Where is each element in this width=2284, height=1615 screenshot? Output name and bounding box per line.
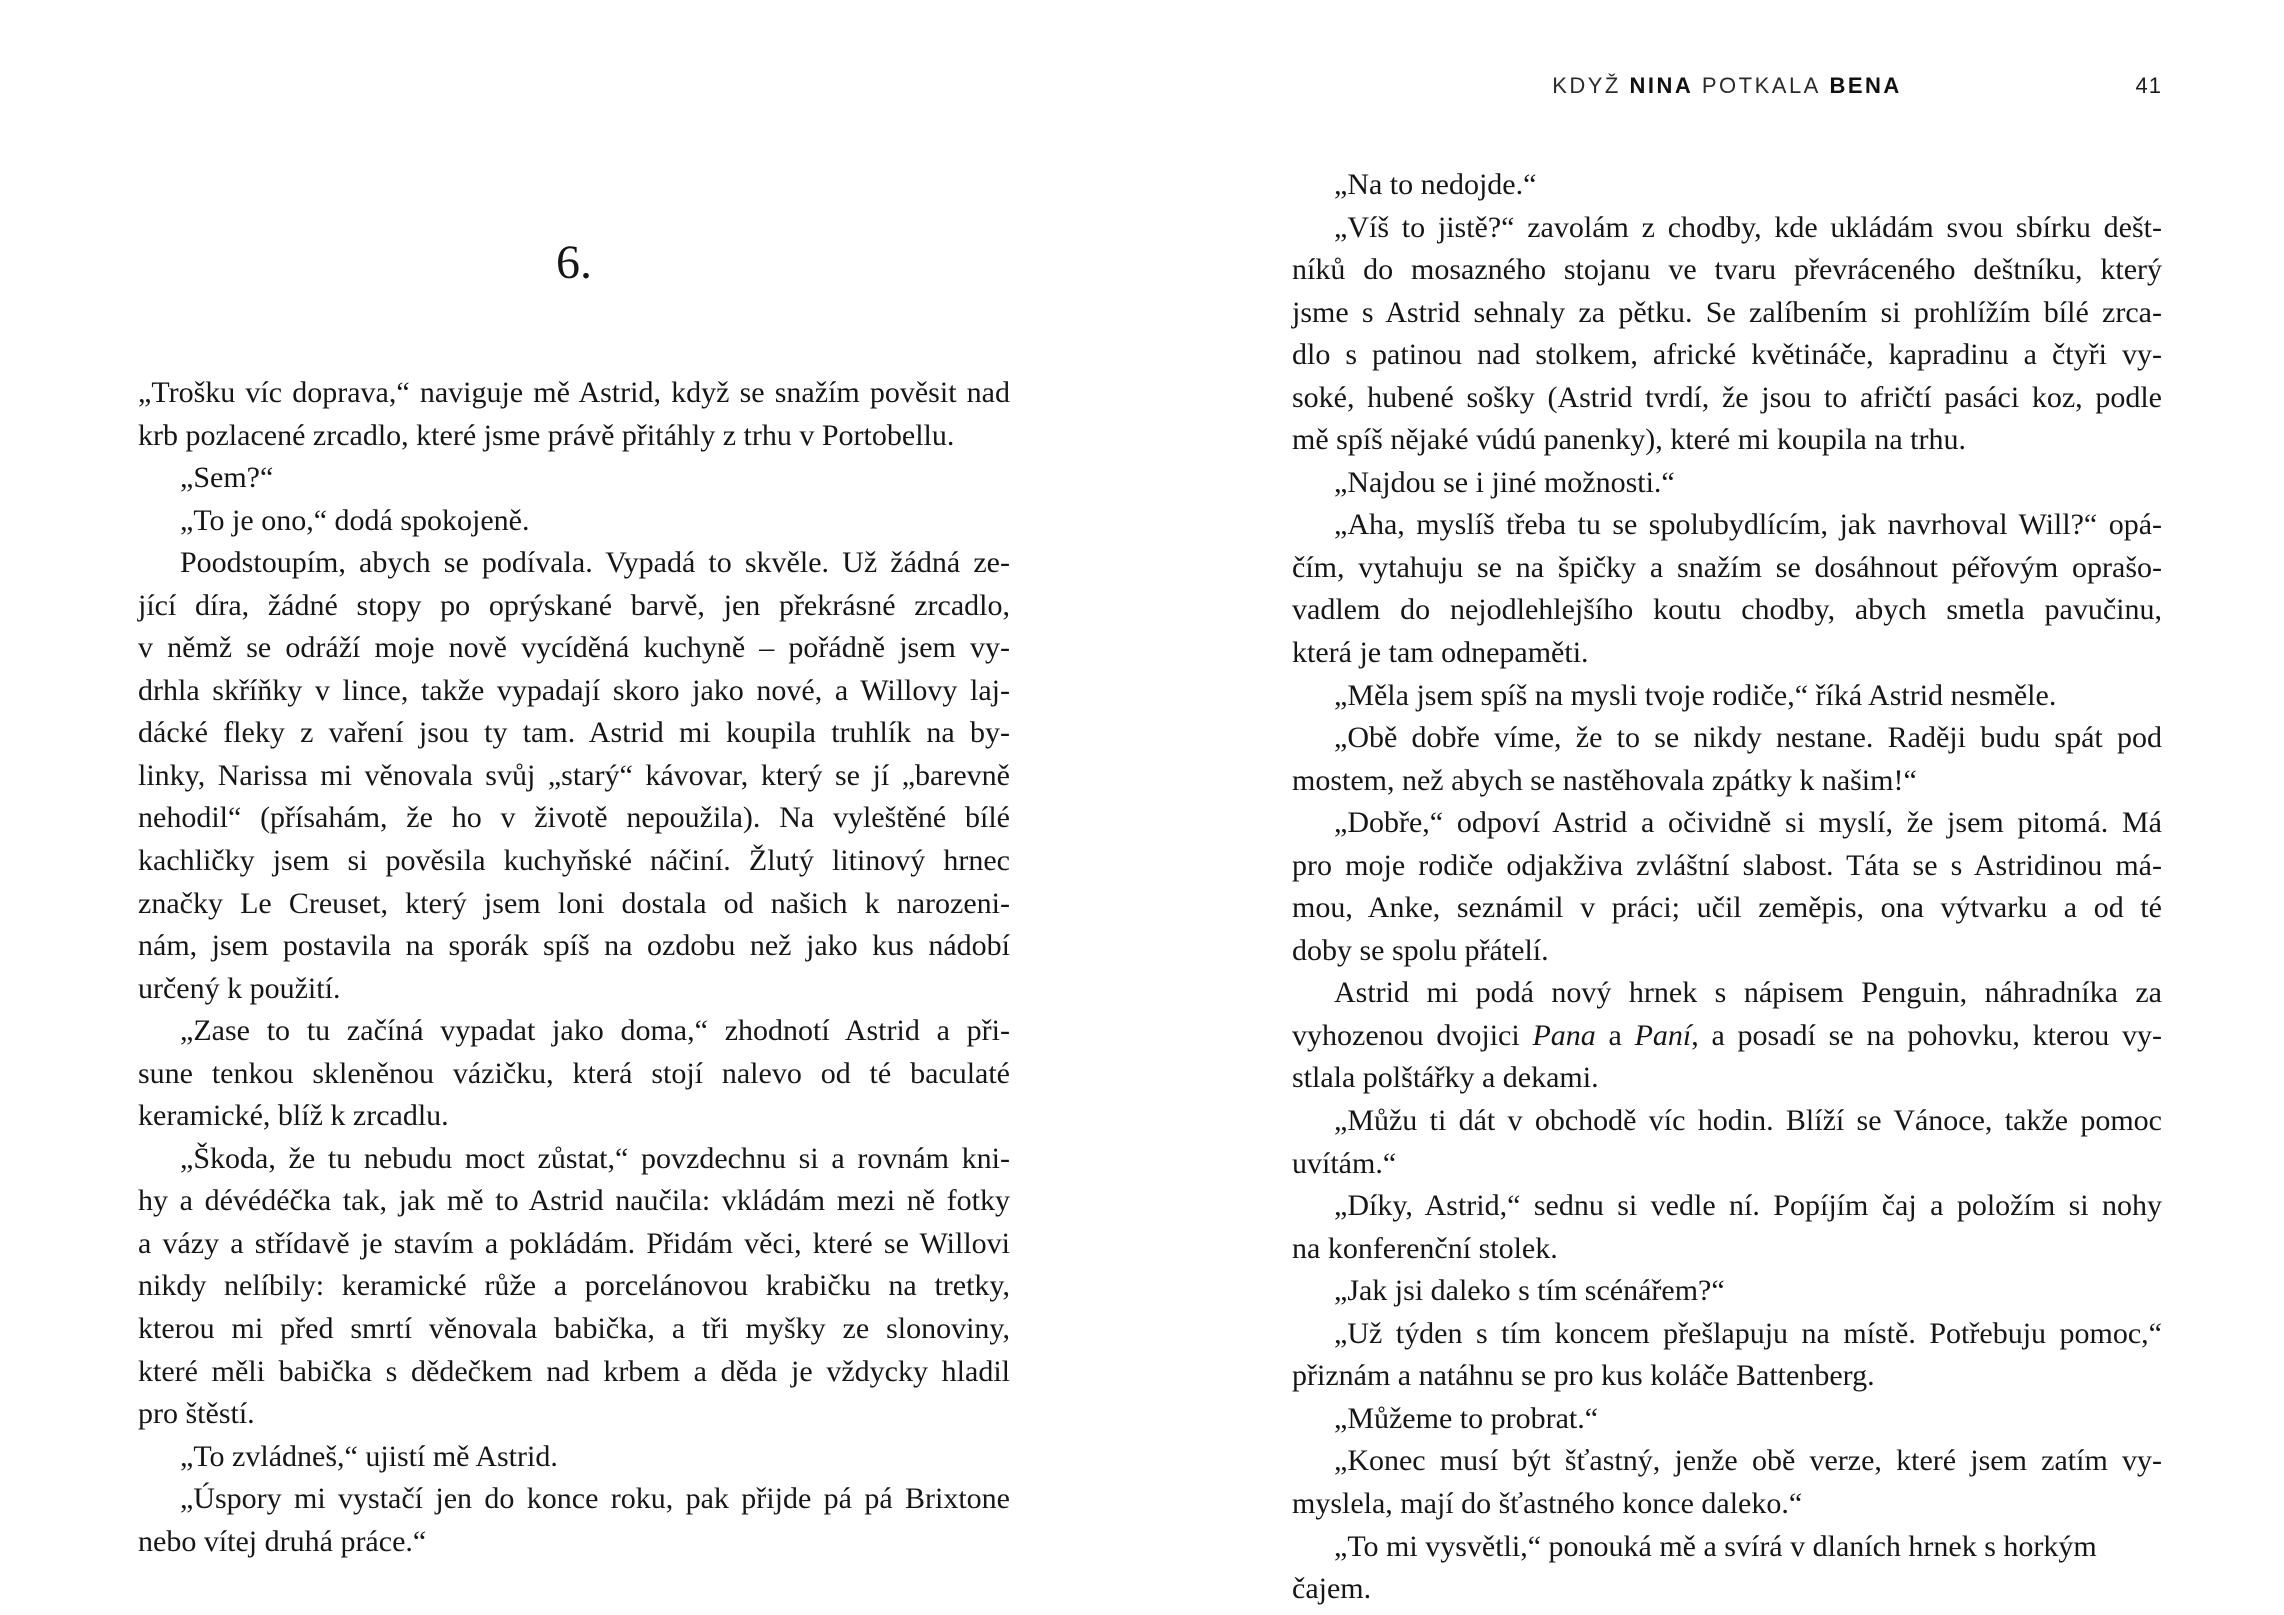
chapter-number: 6. — [556, 236, 592, 289]
text-line: nikdy nelíbily: keramické růže a porcelánovou krabičku na tretky, — [138, 1269, 1010, 1303]
header-name: BENA — [1820, 73, 1902, 98]
text-line: „Obě dobře víme, že to se nikdy nestane. Raději budu spát pod — [1334, 721, 2162, 755]
italic-text: Pana — [1532, 1018, 1596, 1052]
paragraph — [1292, 1313, 2162, 1398]
paragraph — [138, 457, 1010, 500]
text-line: krb pozlacené zrcadlo, které jsme právě přitáhly z trhu v Portobellu. — [138, 418, 955, 452]
text-line: „Jak jsi daleko s tím scénářem?“ — [1334, 1274, 1725, 1308]
paragraph — [138, 1138, 1010, 1436]
text-line: jící díra, žádné stopy po oprýskané barvě, jen překrásné zrcadlo, — [138, 588, 1010, 622]
text-line: dácké fleky z vaření jsou ty tam. Astrid mi koupila truhlík na by- — [138, 716, 1010, 750]
text-line: „Měla jsem spíš na mysli tvoje rodiče,“ říká Astrid nesměle. — [1334, 678, 2057, 712]
text-line: mostem, než abych se nastěhovala zpátky k našim!“ — [1292, 763, 1917, 797]
text-line: Astrid mi podá nový hrnek s nápisem Penguin, náhradníka za — [1334, 976, 2162, 1010]
text-line: vyhozenou dvojici Pana a Paní, a posadí se na pohovku, kterou vy- — [1292, 1018, 2162, 1052]
text-line: „To je ono,“ dodá spokojeně. — [180, 503, 530, 537]
header-word: POTKALA — [1693, 73, 1821, 98]
text-line: v němž se odráží moje nově vycíděná kuchyně – pořádně jsem vy- — [138, 631, 1010, 665]
text-line: „Můžeme to probrat.“ — [1334, 1401, 1599, 1435]
right-page-text — [1292, 164, 2162, 1611]
page-number: 41 — [2135, 73, 2162, 98]
paragraph — [1292, 207, 2162, 462]
text-line: „Zase to tu začíná vypadat jako doma,“ zhodnotí Astrid a při- — [180, 1014, 1010, 1048]
paragraph — [138, 1478, 1010, 1563]
paragraph — [1292, 717, 2162, 802]
text-line: „Díky, Astrid,“ sednu si vedle ní. Popíjím čaj a položím si nohy — [1334, 1189, 2162, 1223]
text-line: linky, Narissa mi věnovala svůj „starý“ kávovar, který se jí „barevně — [138, 758, 1010, 792]
text-line: „Dobře,“ odpoví Astrid a očividně si myslí, že jsem pitomá. Má — [1334, 806, 2162, 840]
text-line: značky Le Creuset, který jsem loni dostala od našich k narozeni- — [138, 886, 1010, 920]
paragraph — [138, 542, 1010, 1010]
text-line: „Aha, myslíš třeba tu se spolubydlícím, jak navrhoval Will?“ opá- — [1334, 508, 2162, 542]
text-line: „Úspory mi vystačí jen do konce roku, pak přijde pá pá Brixtone — [180, 1482, 1010, 1516]
paragraph — [1292, 164, 2162, 207]
text-line: „Trošku víc doprava,“ naviguje mě Astrid, když se snažím pověsit nad — [138, 376, 1010, 409]
text-line: nám, jsem postavila na sporák spíš na ozdobu než jako kus nádobí — [138, 929, 1010, 963]
text-line: myslela, mají do šťastného konce daleko.“ — [1292, 1486, 1803, 1520]
paragraph — [1292, 1526, 2162, 1611]
text-line: jsme s Astrid sehnaly za pětku. Se zalíbením si prohlížím bílé zrca- — [1292, 295, 2162, 329]
text-line: nebo vítej druhá práce.“ — [138, 1524, 427, 1558]
text-line: mě spíš nějaké vúdú panenky), které mi koupila na trhu. — [1292, 423, 1966, 457]
paragraph — [1292, 504, 2162, 674]
paragraph — [1292, 972, 2162, 1100]
text-line: nehodil“ (přísahám, že ho v životě nepoužila). Na vyleštěné bílé — [138, 801, 1010, 835]
text-line: „Můžu ti dát v obchodě víc hodin. Blíží se Vánoce, takže pomoc — [1334, 1104, 2162, 1138]
text-line: hy a dévédéčka tak, jak mě to Astrid naučila: vkládám mezi ně fotky — [138, 1184, 1010, 1218]
paragraph — [138, 1010, 1010, 1138]
running-header-title — [1292, 75, 2162, 97]
text-line: a vázy a střídavě je stavím a pokládám. Přidám věci, které se Willovi — [138, 1226, 1010, 1260]
paragraph — [1292, 675, 2162, 718]
left-page-text — [138, 372, 1010, 1563]
text-line: „Škoda, že tu nebudu moct zůstat,“ povzdechnu si a rovnám kni- — [180, 1141, 1010, 1175]
italic-text: Paní — [1634, 1018, 1692, 1052]
text-line: na konferenční stolek. — [1292, 1231, 1558, 1265]
paragraph — [1292, 462, 2162, 505]
text-line: „Najdou se i jiné možnosti.“ — [1334, 465, 1675, 499]
text-line: keramické, blíž k zrcadlu. — [138, 1099, 449, 1133]
text-line: přiznám a natáhnu se pro kus koláče Battenberg. — [1292, 1359, 1875, 1393]
paragraph — [138, 372, 1010, 457]
text-line: „To mi vysvětli,“ ponouká mě a svírá v dlaních hrnek s horkým čajem. — [1292, 1529, 2097, 1606]
text-line: která je tam odnepaměti. — [1292, 636, 1589, 670]
text-line: „Víš to jistě?“ zavolám z chodby, kde ukládám svou sbírku dešt- — [1334, 210, 2162, 244]
running-header — [1292, 75, 2162, 101]
text-line: Poodstoupím, abych se podívala. Vypadá to skvěle. Už žádná ze- — [180, 546, 1010, 580]
paragraph — [1292, 1100, 2162, 1185]
text-line: drhla skříňky v lince, takže vypadají skoro jako nové, a Willovy laj- — [138, 673, 1010, 707]
header-word: KDYŽ — [1552, 73, 1621, 98]
paragraph — [138, 500, 1010, 543]
text-line: kterou mi před smrtí věnovala babička, a tři myšky ze slonoviny, — [138, 1312, 1010, 1346]
paragraph — [1292, 1398, 2162, 1441]
text-line: mou, Anke, seznámil v práci; učil zeměpis, ona výtvarku a od té — [1292, 891, 2162, 925]
text-line: kachličky jsem si pověsila kuchyňské náčiní. Žlutý litinový hrnec — [138, 844, 1010, 878]
text-line: pro štěstí. — [138, 1397, 255, 1431]
header-name: NINA — [1620, 73, 1694, 98]
text-line: stlala polštářky a dekami. — [1292, 1061, 1599, 1095]
paragraph — [1292, 1270, 2162, 1313]
paragraph — [1292, 1440, 2162, 1525]
text-line: čím, vytahuju se na špičky a snažím se dosáhnout péřovým oprašo- — [1292, 550, 2162, 584]
text-line: vadlem do nejodlehlejšího koutu chodby, abych smetla pavučinu, — [1292, 593, 2162, 627]
text-line: sune tenkou skleněnou vázičku, která stojí nalevo od té baculaté — [138, 1056, 1010, 1090]
text-line: uvítám.“ — [1292, 1146, 1397, 1180]
text-line: „Konec musí být šťastný, jenže obě verze, které jsem zatím vy- — [1334, 1444, 2162, 1478]
text-line: „Už týden s tím koncem přešlapuju na místě. Potřebuju pomoc,“ — [1334, 1316, 2162, 1350]
text-line: dlo s patinou nad stolkem, africké květináče, kapradinu a čtyři vy- — [1292, 338, 2162, 372]
text-line: „Sem?“ — [180, 461, 274, 495]
text-line: soké, hubené sošky (Astrid tvrdí, že jsou to afričtí pasáci koz, podle — [1292, 380, 2162, 414]
text-line: které měli babička s dědečkem nad krbem a děda je vždycky hladil — [138, 1354, 1010, 1388]
paragraph — [138, 1436, 1010, 1479]
paragraph — [1292, 1185, 2162, 1270]
text-line: níků do mosazného stojanu ve tvaru převráceného deštníku, který — [1292, 253, 2162, 287]
paragraph — [1292, 802, 2162, 972]
text-line: určený k použití. — [138, 971, 341, 1005]
text-line: doby se spolu přátelí. — [1292, 933, 1549, 967]
text-line: pro moje rodiče odjakživa zvláštní slabost. Táta se s Astridinou má- — [1292, 848, 2162, 882]
text-line: „To zvládneš,“ ujistí mě Astrid. — [180, 1439, 558, 1473]
text-line: „Na to nedojde.“ — [1334, 168, 1537, 201]
